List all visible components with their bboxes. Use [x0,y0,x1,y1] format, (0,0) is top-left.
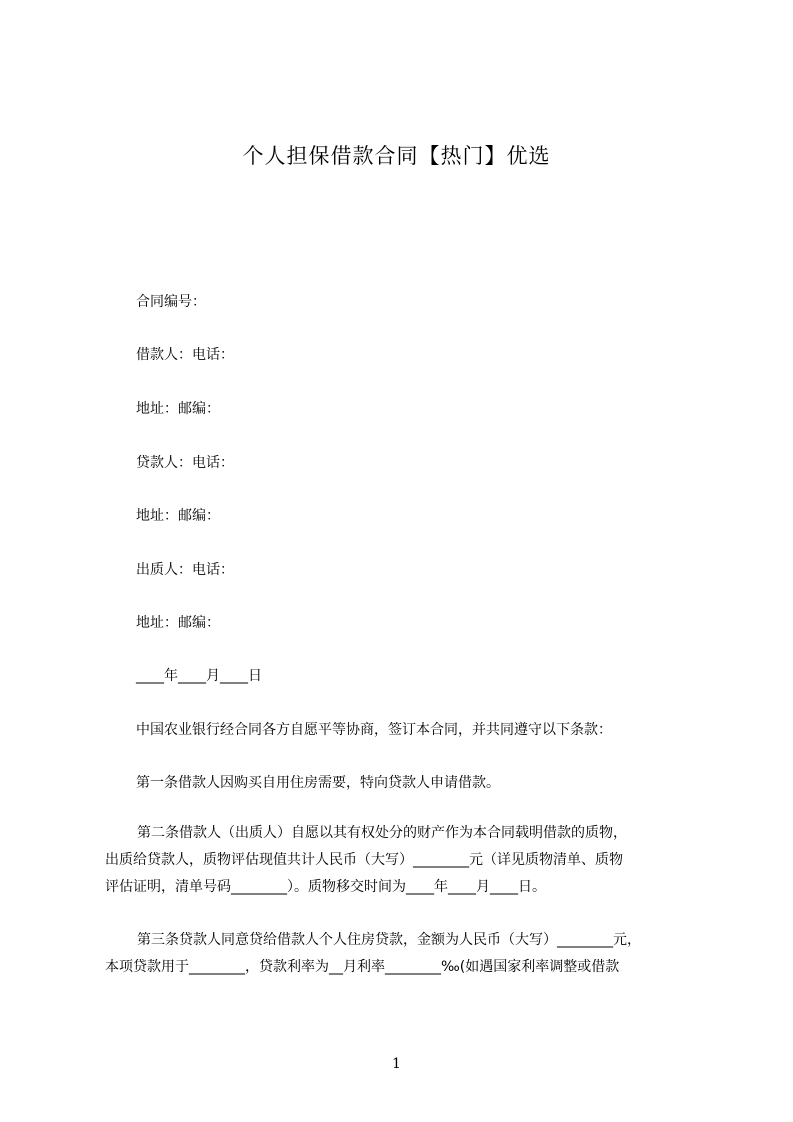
article-2-line: 第二条借款人（出质人）自愿以其有权处分的财产作为本合同载明借款的质物， [137,825,627,841]
page-number: 1 [392,1056,401,1072]
article-3-line: 本项贷款用于________，贷款利率为__月利率________‰(如遇国家利率调整或借款 [105,959,620,975]
date-line: ____年____月____日 [136,668,262,684]
article-2-line: 出质给贷款人，质物评估现值共计人民币（大写）________元（详见质物清单、质物 [105,852,623,868]
borrower-line: 借款人：电话： [136,347,234,363]
article-3-line: 第三条贷款人同意贷给借款人个人住房贷款，金额为人民币（大写）________元， [137,932,641,948]
article-2-line: 评估证明，清单号码________）。质物移交时间为____年____月____日。 [105,879,546,895]
contract-number-line: 合同编号： [136,294,206,310]
article-1: 第一条借款人因购买自用住房需要，特向贷款人申请借款。 [136,775,500,791]
document-title: 个人担保借款合同【热门】优选 [242,144,551,168]
pledgor-address-line: 地址：邮编： [136,615,220,631]
borrower-address-line: 地址：邮编： [136,401,220,417]
preamble-line: 中国农业银行经合同各方自愿平等协商，签订本合同，并共同遵守以下条款： [136,722,612,738]
article-2 [105,820,715,901]
lender-address-line: 地址：邮编： [136,508,220,524]
pledgor-line: 出质人：电话： [136,562,234,578]
article-3 [105,927,715,981]
lender-line: 贷款人：电话： [136,455,234,471]
